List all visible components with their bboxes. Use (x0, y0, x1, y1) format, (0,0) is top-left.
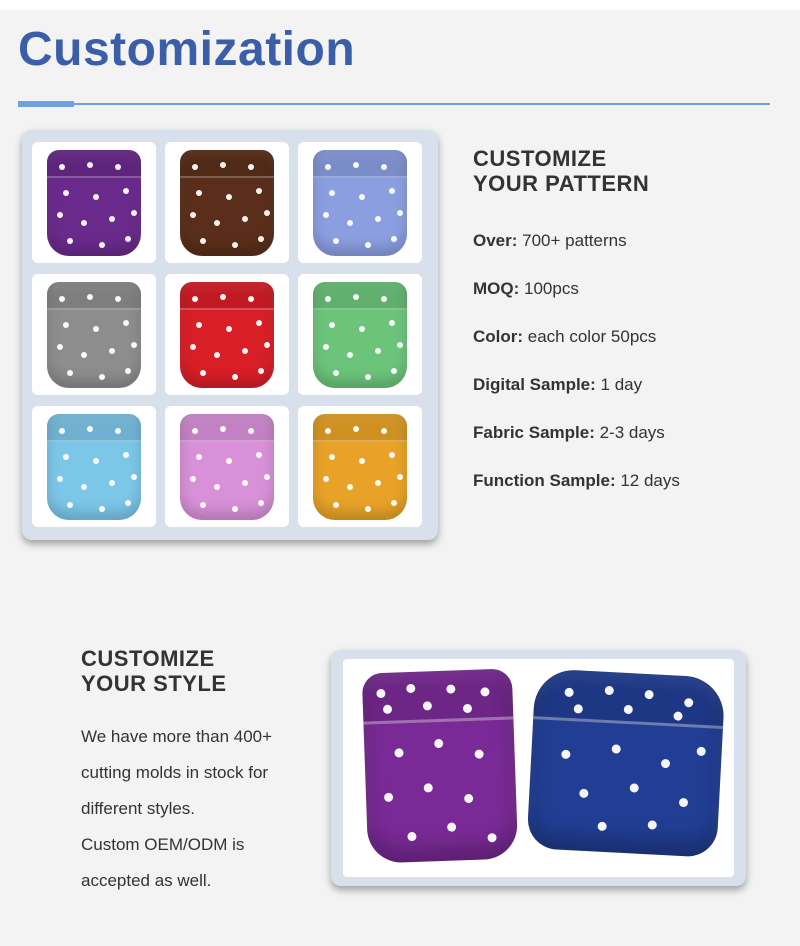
snap-dot (359, 458, 365, 464)
snap-dot (63, 322, 69, 328)
spec-value: 2-3 days (594, 423, 665, 442)
snap-dot (391, 500, 397, 506)
snap-dot (353, 162, 359, 168)
swatch-tile (165, 274, 289, 395)
snap-dot (200, 502, 206, 508)
style-text-line: different styles. (81, 799, 196, 818)
snap-dot (359, 326, 365, 332)
spec-digital-sample (473, 375, 642, 395)
snap-dot (389, 188, 395, 194)
snap-dot (232, 242, 238, 248)
snap-dot (87, 426, 93, 432)
swatch-tile (298, 406, 422, 527)
pattern-swatch-grid (22, 130, 438, 540)
snap-dot (407, 832, 416, 841)
snap-dot (258, 236, 264, 242)
snap-dot (57, 212, 63, 218)
snap-dot (226, 458, 232, 464)
snap-dot (115, 164, 121, 170)
diaper-swatch-image (313, 414, 407, 520)
spec-label: Over: (473, 231, 518, 250)
style-photo (343, 659, 734, 877)
diaper-swatch-image (313, 282, 407, 388)
spec-value: each color 50pcs (523, 327, 657, 346)
diaper-swatch-image (313, 150, 407, 256)
snap-dot (57, 476, 63, 482)
snap-dot (333, 370, 339, 376)
snap-dot (87, 162, 93, 168)
style-heading (81, 646, 227, 696)
snap-dot (123, 452, 129, 458)
style-heading-line1: CUSTOMIZE (81, 646, 215, 671)
snap-dot (115, 428, 121, 434)
snap-dot (661, 759, 670, 768)
snap-dot (248, 428, 254, 434)
snap-dot (258, 368, 264, 374)
swatch-tile (32, 142, 156, 263)
snap-dot (391, 236, 397, 242)
style-text-line: Custom OEM/ODM is (81, 835, 245, 854)
snap-dot (381, 296, 387, 302)
style-heading-line2: YOUR STYLE (81, 671, 227, 696)
snap-dot (57, 344, 63, 350)
snap-dot (394, 748, 403, 757)
spec-color (473, 327, 656, 347)
swatch-tile (32, 406, 156, 527)
style-text-line: accepted as well. (81, 871, 212, 890)
snap-dot (190, 344, 196, 350)
snap-dot (59, 296, 65, 302)
snap-dot (196, 322, 202, 328)
spec-value: 100pcs (519, 279, 579, 298)
snap-dot (375, 348, 381, 354)
spec-function-sample (473, 471, 680, 491)
snap-dot (226, 194, 232, 200)
snap-dot (63, 454, 69, 460)
snap-dot (359, 194, 365, 200)
snap-dot (220, 294, 226, 300)
snap-dot (325, 296, 331, 302)
snap-dot (232, 506, 238, 512)
snap-dot (347, 220, 353, 226)
snap-dot (264, 342, 270, 348)
snap-dot (125, 236, 131, 242)
snap-dot (220, 162, 226, 168)
snap-dot (248, 296, 254, 302)
swatch-tile (298, 142, 422, 263)
snap-dot (200, 370, 206, 376)
snap-dot (123, 320, 129, 326)
snap-dot (597, 822, 606, 831)
snap-dot (214, 220, 220, 226)
snap-dot (256, 188, 262, 194)
snap-dot (196, 190, 202, 196)
diaper-swatch-image (47, 414, 141, 520)
spec-label: Digital Sample: (473, 375, 596, 394)
snap-dot (220, 426, 226, 432)
snap-dot (131, 342, 137, 348)
snap-dot (329, 454, 335, 460)
snap-dot (323, 212, 329, 218)
snap-dot (347, 352, 353, 358)
style-photo-panel (331, 650, 746, 886)
style-text-line: cutting molds in stock for (81, 763, 269, 782)
snap-dot (99, 242, 105, 248)
snap-dot (389, 320, 395, 326)
snap-dot (333, 502, 339, 508)
snap-dot (93, 458, 99, 464)
snap-dot (384, 793, 393, 802)
snap-dot (258, 500, 264, 506)
snap-dot (59, 164, 65, 170)
spec-value: 700+ patterns (517, 231, 627, 250)
snap-dot (214, 352, 220, 358)
snap-dot (353, 426, 359, 432)
snap-dot (325, 428, 331, 434)
snap-dot (109, 216, 115, 222)
snap-dot (389, 452, 395, 458)
snap-dot (87, 294, 93, 300)
diaper-swatch-image (47, 150, 141, 256)
snap-dot (381, 164, 387, 170)
snap-dot (381, 428, 387, 434)
snap-dot (329, 190, 335, 196)
snap-dot (190, 212, 196, 218)
pattern-heading-line1: CUSTOMIZE (473, 146, 607, 171)
snap-dot (434, 739, 443, 748)
snap-dot (232, 374, 238, 380)
snap-dot (67, 502, 73, 508)
snap-dot (264, 474, 270, 480)
style-text-line: We have more than 400+ (81, 727, 273, 746)
snap-dot (323, 344, 329, 350)
snap-dot (115, 296, 121, 302)
snap-dot (125, 368, 131, 374)
swatch-tile (298, 274, 422, 395)
snap-dot (248, 164, 254, 170)
snap-dot (424, 783, 433, 792)
snap-dot (464, 794, 473, 803)
snap-dot (81, 352, 87, 358)
snap-dot (93, 194, 99, 200)
snap-dot (125, 500, 131, 506)
spec-over (473, 231, 627, 251)
snap-dot (226, 326, 232, 332)
snap-dot (242, 348, 248, 354)
page-title: Customization (18, 23, 356, 76)
swatch-tile (165, 142, 289, 263)
snap-dot (192, 428, 198, 434)
snap-dot (242, 216, 248, 222)
snap-dot (375, 480, 381, 486)
snap-dot (256, 452, 262, 458)
snap-dot (192, 296, 198, 302)
snap-dot (214, 484, 220, 490)
snap-dot (264, 210, 270, 216)
spec-label: MOQ: (473, 279, 520, 298)
snap-dot (81, 484, 87, 490)
diaper-swatch-image (180, 282, 274, 388)
snap-dot (131, 474, 137, 480)
snap-dot (447, 822, 456, 831)
snap-dot (375, 216, 381, 222)
snap-dot (192, 164, 198, 170)
snap-dot (109, 348, 115, 354)
snap-dot (67, 370, 73, 376)
snap-dot (629, 783, 638, 792)
snap-dot (365, 506, 371, 512)
snap-dot (679, 798, 688, 807)
snap-dot (325, 164, 331, 170)
top-strip (0, 0, 800, 10)
snap-dot (648, 820, 657, 829)
snap-dot (353, 294, 359, 300)
snap-dot (561, 750, 570, 759)
pattern-heading-line2: YOUR PATTERN (473, 171, 650, 196)
snap-dot (196, 454, 202, 460)
snap-dot (579, 789, 588, 798)
title-divider (18, 103, 770, 105)
snap-dot (696, 747, 705, 756)
snap-dot (329, 322, 335, 328)
snap-dot (397, 210, 403, 216)
swatch-tile (165, 406, 289, 527)
snap-dot (200, 238, 206, 244)
snap-dot (242, 480, 248, 486)
snap-dot (365, 242, 371, 248)
snap-dot (256, 320, 262, 326)
purple-diaper-image (362, 668, 519, 863)
pattern-heading (473, 146, 649, 196)
spec-label: Color: (473, 327, 524, 346)
spec-label: Function Sample: (473, 471, 616, 490)
snap-dot (99, 374, 105, 380)
snap-dot (611, 744, 620, 753)
diaper-swatch-image (47, 282, 141, 388)
diaper-swatch-image (180, 150, 274, 256)
blue-diaper-image (526, 668, 725, 858)
spec-moq (473, 279, 579, 299)
snap-dot (59, 428, 65, 434)
snap-dot (190, 476, 196, 482)
style-description (81, 719, 321, 899)
snap-dot (109, 480, 115, 486)
snap-dot (391, 368, 397, 374)
snap-dot (333, 238, 339, 244)
snap-dot (323, 476, 329, 482)
snap-dot (63, 190, 69, 196)
snap-dot (487, 833, 496, 842)
title-accent-bar (18, 101, 74, 107)
snap-dot (397, 342, 403, 348)
spec-label: Fabric Sample: (473, 423, 595, 442)
spec-fabric-sample (473, 423, 665, 443)
spec-value: 12 days (615, 471, 680, 490)
snap-dot (99, 506, 105, 512)
spec-value: 1 day (595, 375, 643, 394)
snap-dot (365, 374, 371, 380)
swatch-tile (32, 274, 156, 395)
diaper-swatch-image (180, 414, 274, 520)
snap-dot (123, 188, 129, 194)
snap-dot (93, 326, 99, 332)
snap-dot (347, 484, 353, 490)
snap-dot (67, 238, 73, 244)
snap-dot (397, 474, 403, 480)
snap-dot (131, 210, 137, 216)
snap-dot (81, 220, 87, 226)
snap-dot (474, 749, 483, 758)
